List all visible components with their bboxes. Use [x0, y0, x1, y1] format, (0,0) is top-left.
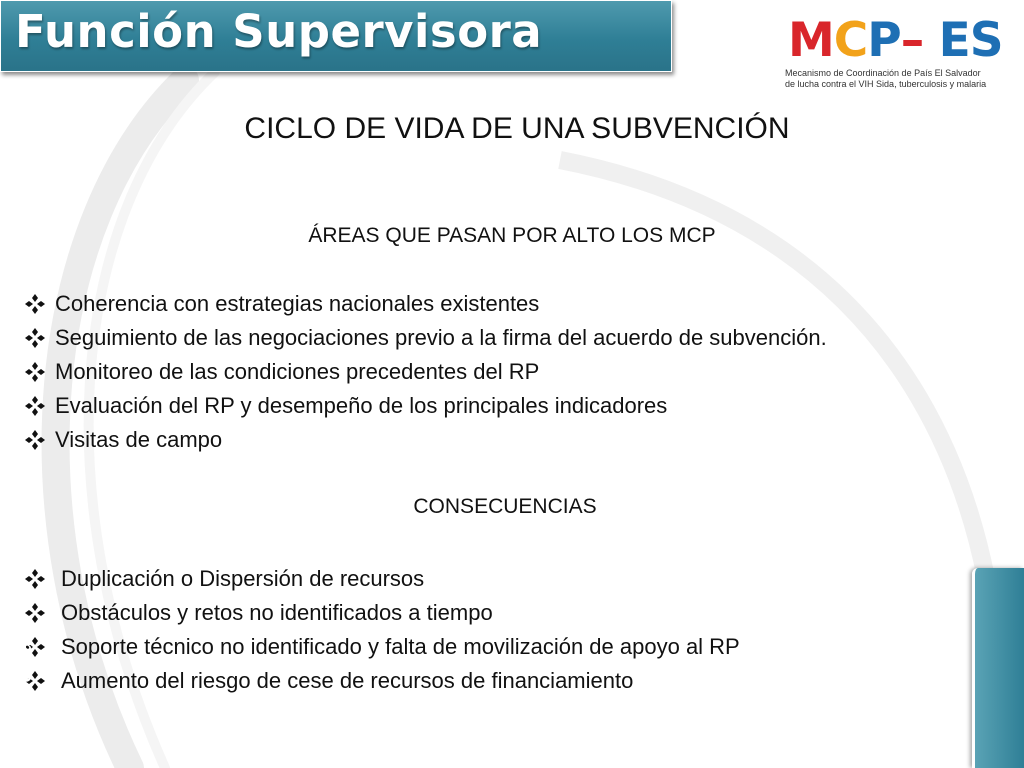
logo-letter-c: C — [833, 13, 868, 68]
list-item — [24, 423, 827, 457]
list-item-text: Soporte técnico no identificado y falta de movilización de apoyo al RP — [61, 634, 740, 659]
side-tab — [972, 568, 1024, 768]
list-item — [24, 664, 740, 698]
list-item — [24, 596, 740, 630]
four-diamond-bullet-icon — [24, 568, 46, 590]
logo-wordmark — [788, 14, 1003, 68]
logo-caption-line-1: Mecanismo de Coordinación de País El Salvador — [785, 68, 981, 78]
list-item-text: Obstáculos y retos no identificados a tiempo — [61, 600, 493, 625]
list-item-text: Aumento del riesgo de cese de recursos de financiamiento — [61, 668, 634, 693]
list-item — [24, 389, 827, 423]
main-heading: CICLO DE VIDA DE UNA SUBVENCIÓN — [244, 112, 790, 145]
list-item-text: Duplicación o Dispersión de recursos — [61, 566, 425, 591]
list-item-text: Evaluación del RP y desempeño de los principales indicadores — [55, 393, 668, 418]
logo-letter-p: P — [867, 13, 901, 68]
logo-caption — [785, 68, 1007, 90]
slide-title: Función Supervisora — [15, 5, 543, 58]
logo-caption-line-2: de lucha contra el VIH Sida, tuberculosis y malaria — [785, 79, 987, 89]
consequences-list — [24, 562, 740, 698]
logo-letter-m: M — [788, 13, 834, 68]
list-item-text: Coherencia con estrategias nacionales existentes — [55, 291, 540, 316]
title-bar — [0, 0, 672, 72]
logo-dash: – — [900, 13, 924, 68]
side-tab-label: 4° Jornada — [15, 619, 36, 717]
list-item-text: Monitoreo de las condiciones precedentes del RP — [55, 359, 540, 384]
logo-letters-es: ES — [923, 13, 1003, 68]
areas-heading: ÁREAS QUE PASAN POR ALTO LOS MCP — [308, 224, 716, 247]
four-diamond-bullet-icon — [24, 327, 46, 349]
list-item — [24, 321, 827, 355]
consequences-heading: CONSECUENCIAS — [413, 495, 597, 518]
four-diamond-bullet-icon — [24, 361, 46, 383]
list-item — [24, 355, 827, 389]
list-item — [24, 630, 740, 664]
mcp-es-logo — [780, 10, 1010, 90]
list-item — [24, 287, 827, 321]
four-diamond-bullet-icon — [24, 395, 46, 417]
list-item-text: Visitas de campo — [55, 427, 223, 452]
areas-list — [24, 287, 827, 457]
four-diamond-bullet-icon — [24, 293, 46, 315]
list-item-text: Seguimiento de las negociaciones previo a la firma del acuerdo de subvención. — [55, 325, 827, 350]
four-diamond-bullet-icon — [24, 429, 46, 451]
list-item — [24, 562, 740, 596]
